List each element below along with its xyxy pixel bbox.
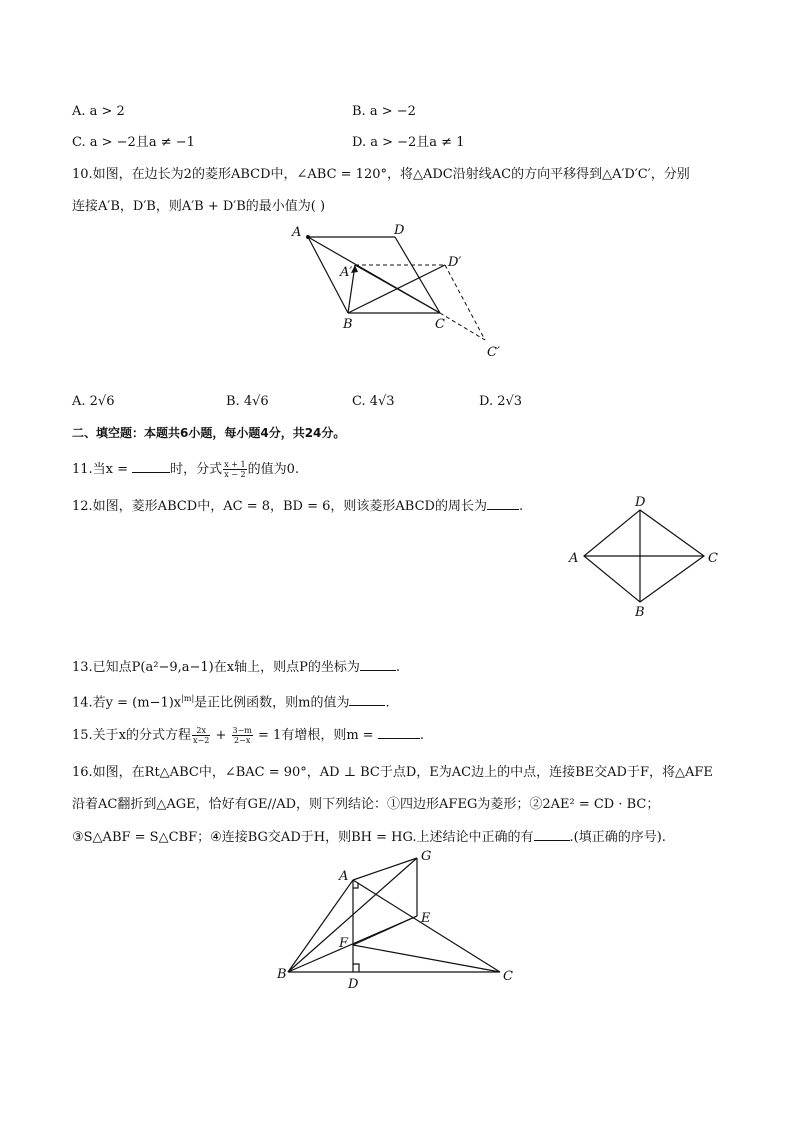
q16-line3-pre: ③S△ABF = S△CBF；④连接BG交AD于H，则BH = HG.上述结论中正确的有 (72, 830, 534, 845)
q13-blank[interactable] (360, 658, 396, 671)
q10-label-d: D (394, 223, 405, 238)
q16-right-angle-a (353, 883, 358, 888)
q12-line (72, 497, 523, 516)
q15-denominator-1: x−2 (193, 736, 210, 745)
q13-end: . (395, 660, 400, 675)
q11-post: 的值为0. (247, 462, 299, 477)
q16-figure (275, 845, 525, 995)
q16-label-g: G (421, 849, 432, 864)
q15-end: . (419, 728, 424, 743)
q15-plus: + (211, 728, 231, 743)
q14-end: . (385, 695, 390, 711)
q9-option-a: A. a > 2 (72, 104, 125, 119)
q12-blank[interactable] (487, 497, 519, 510)
q14-blank[interactable] (349, 693, 385, 706)
q10-edge-aprime-c (355, 265, 440, 313)
q9-option-c: C. a > −2且a ≠ −1 (72, 135, 195, 150)
q11-denominator: x − 2 (224, 470, 246, 479)
q16-line3-end: .(填正确的序号). (569, 830, 666, 845)
q16-label-a: A (339, 869, 349, 884)
q14-line (72, 690, 390, 712)
q11-pre: 11.当x = (72, 462, 133, 477)
q15-line (72, 726, 424, 745)
q11-blank[interactable] (132, 460, 170, 473)
q10-label-aprime: A′ (340, 265, 353, 280)
q11-line (72, 460, 299, 479)
q10-label-cprime: C′ (487, 345, 500, 360)
q14-pre: 14.若y = (m−1)x (72, 695, 182, 711)
q11-fraction (223, 460, 246, 479)
q15-numerator-1: 2x (192, 726, 210, 736)
q10-stem-line1: 10.如图，在边长为2的菱形ABCD中，∠ABC = 120°，将△ADC沿射线AC的方向平移得到△A′D′C′，分别 (72, 167, 690, 182)
q9-option-d: D. a > −2且a ≠ 1 (352, 135, 465, 150)
q16-blank[interactable] (534, 828, 570, 841)
q10-label-c: C (435, 317, 445, 332)
q13-line (72, 658, 400, 677)
q16-label-f: F (339, 936, 349, 951)
q16-label-c: C (503, 969, 513, 984)
q15-fraction-2 (232, 726, 253, 745)
q10-label-b: B (343, 317, 353, 332)
q11-mid: 时，分式 (170, 462, 223, 477)
q16-stem-line2: 沿着AC翻折到△AGE，恰好有GE//AD，则下列结论：①四边形AFEG为菱形；②2AE² = CD · BC； (72, 797, 660, 812)
q15-mid: = 1有增根，则m = (253, 728, 378, 743)
q16-label-b: B (277, 967, 287, 982)
q15-fraction-1 (192, 726, 210, 745)
section2-title: 二、填空题：本题共6小题，每小题4分，共24分。 (72, 426, 346, 440)
q16-label-d: D (348, 977, 359, 992)
q11-numerator: x + 1 (224, 460, 246, 469)
q14-exponent: |m| (181, 694, 195, 703)
q10-edge-dc (395, 237, 440, 313)
q16-right-angle-d (353, 964, 359, 972)
q10-dash-c-cprime (440, 313, 485, 340)
q15-blank[interactable] (378, 726, 420, 739)
q15-denominator-2: 2−x (234, 736, 251, 745)
q10-label-a: A (292, 225, 302, 240)
q10-stem-line2: 连接A′B，D′B，则A′B + D′B的最小值为( ) (72, 199, 326, 214)
q15-pre: 15.关于x的分式方程 (72, 728, 192, 743)
q10-option-b: B. 4√6 (226, 394, 269, 409)
q12-label-a: A (569, 551, 579, 566)
q16-stem-line1: 16.如图，在Rt△ABC中，∠BAC = 90°，AD ⊥ BC于点D，E为AC边上的中点，连接BE交AD于F，将△AFE (72, 765, 713, 780)
q10-point-a (306, 235, 310, 239)
q14-mid: 是正比例函数，则m的值为 (194, 695, 350, 711)
q10-option-d: D. 2√3 (479, 394, 523, 409)
q10-figure (280, 218, 520, 368)
q13-pre: 13.已知点P(a²−9,a−1)在x轴上，则点P的坐标为 (72, 660, 360, 675)
q12-label-d: D (635, 495, 646, 510)
q10-dash-dprime-cprime (445, 265, 485, 340)
q12-figure (565, 492, 725, 622)
q12-label-c: C (708, 551, 718, 566)
q10-label-dprime: D′ (448, 255, 462, 270)
q12-end: . (518, 499, 524, 514)
q9-option-b: B. a > −2 (352, 104, 416, 119)
q10-option-c: C. 4√3 (352, 394, 395, 409)
q16-edge-ag (353, 858, 417, 880)
q16-edge-fe (353, 916, 417, 945)
q12-label-b: B (635, 605, 645, 620)
q12-text: 12.如图，菱形ABCD中，AC = 8，BD = 6，则该菱形ABCD的周长为 (72, 499, 487, 514)
q16-label-e: E (421, 911, 431, 926)
q15-numerator-2: 3−m (232, 726, 252, 735)
q10-option-a: A. 2√6 (72, 394, 115, 409)
